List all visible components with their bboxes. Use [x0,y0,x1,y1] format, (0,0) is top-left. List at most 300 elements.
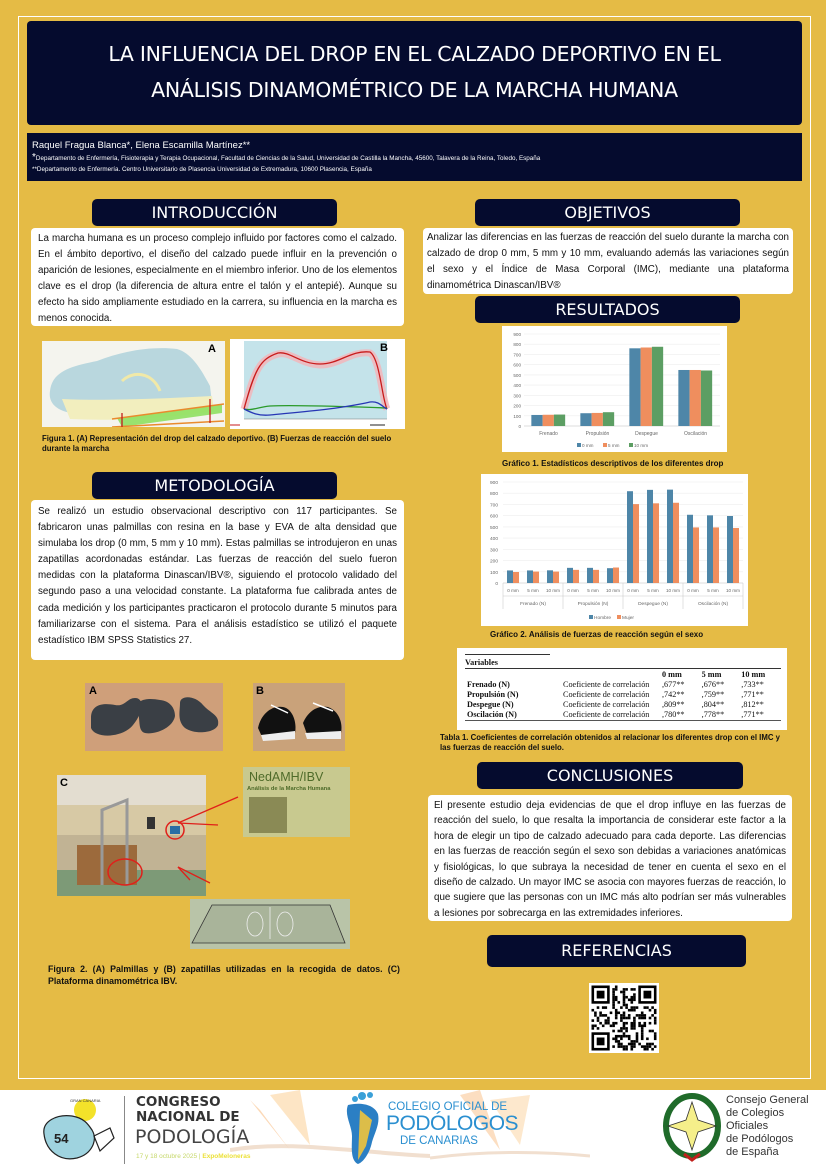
qr-module [631,996,634,999]
qr-module [641,1025,644,1028]
foot-logo [340,1090,385,1169]
bar-Mujer-10 [713,527,719,583]
row-stat: Coeficiente de correlación [563,690,650,699]
qr-code-icon[interactable] [589,983,659,1053]
qr-module [623,988,626,991]
row-value: ,677** [662,680,685,689]
qr-module [623,1032,626,1035]
qr-module [633,999,636,1002]
qr-module [623,1045,626,1048]
row-value: ,780** [662,710,685,719]
figure-2-software-screen [243,767,350,837]
qr-module [610,1025,613,1028]
row-value: ,809** [662,700,685,709]
colegio-line-1: COLEGIO OFICIAL DE [388,1101,508,1113]
bar-Hombre-10 [707,515,713,583]
qr-module [646,1006,649,1009]
qr-module [594,1014,597,1017]
legend-swatch [617,615,621,619]
qr-module [633,1017,636,1020]
row-value: ,778** [701,710,725,719]
qr-module [628,1009,631,1012]
objetivos-text: Analizar las diferencias en las fuerzas de reacción del suelo durante la marcha con calzado de drop 0 mm, 5 mm y 10 mm, evaluando además las variaciones según el sexo y el Índice de Masa Corporal (IMC), mediante una plataforma dinamométrica Dinascan/IBV® [423,228,793,294]
y-tick-label: 200 [513,403,521,409]
table-row [465,700,781,710]
bar-0mm-Propulsión [580,413,591,426]
qr-module [597,1019,600,1022]
legend-label: Hombre [594,616,612,621]
qr-module [592,1027,595,1030]
bar-Mujer-4 [593,570,599,583]
figure-1a-shoe-image [42,341,225,427]
congreso-title-line-1: CONGRESO [136,1094,221,1110]
qr-module [620,1030,623,1033]
metodologia-text: Se realizó un estudio observacional descriptivo con 117 participantes. Se fabricaron unas palmillas con resina en la base y EVA de alta densidad que simulaba los drop (0 mm, 5 mm y 10 mm). Estas palmillas se introdujeron en unas zapatillas acordonadas estándar. Las fuerzas de reacción del suelo fueron medidas con la plataforma Dinascan/IBV®, siguiendo el protocolo validado del segundo paso a una velocidad constante. La plataforma fue calibrada antes de cada medición y los participantes practicaron el protocolo durante 5 minutos para familiarizarse con el sistema. Para el análisis estadístico se utilizó el paquete estadístico IBM SPSS Statistics 27. [31,500,404,660]
qr-module [625,1027,628,1030]
y-tick-label: 300 [489,548,498,554]
qr-module [612,988,615,991]
qr-module [597,1027,600,1030]
software-photo [249,797,287,833]
y-tick-label: 500 [513,372,521,378]
y-tick-label: 800 [513,342,521,348]
qr-module [651,1048,654,1051]
consejo-line: de Podólogos [726,1133,794,1145]
table-top-rule [465,654,550,655]
qr-module [649,1045,652,1048]
bar-Hombre-5 [607,568,613,583]
bar-Mujer-5 [613,568,619,583]
qr-module [633,1006,636,1009]
qr-module [597,1017,600,1020]
figure-1b-label: B [380,342,388,354]
congreso-number: 54 [54,1131,69,1146]
qr-module [623,993,626,996]
bar-10mm-Oscilación [701,370,712,426]
y-tick-label: 900 [513,332,521,337]
qr-module [631,1048,634,1051]
colegio-line-3: DE CANARIAS [400,1135,478,1147]
software-subtitle: Análisis de la Marcha Humana [247,786,331,792]
qr-module [654,1019,657,1022]
qr-module [612,991,615,994]
legend-label: 5 mm [608,443,620,448]
title-line-1: LA INFLUENCIA DEL DROP EN EL CALZADO DEPORTIVO EN EL [108,42,721,66]
qr-module [615,1040,618,1043]
congreso-island: GRAN CANARIA [70,1098,101,1103]
resultados-heading: RESULTADOS [475,296,740,323]
qr-module [636,1032,639,1035]
qr-module [623,991,626,994]
bar-0mm-Frenado [531,415,542,426]
qr-module [638,1017,641,1020]
figure-2a-insoles-image [85,683,223,751]
qr-module [631,1022,634,1025]
bar-5mm-Frenado [543,415,554,426]
qr-module [612,1045,615,1048]
qr-module [641,1035,644,1038]
consejo-text [726,1094,809,1159]
qr-module [620,1043,623,1046]
qr-module [633,996,636,999]
qr-module [654,1032,657,1035]
consejo-line: de Colegios [726,1107,785,1119]
table-row [465,710,781,721]
qr-module [651,1043,654,1046]
congreso-venue: ExpoMeloneras [202,1153,251,1160]
qr-module [612,1022,615,1025]
qr-module [602,1014,605,1017]
x-subcategory-label: 0 mm [567,588,579,593]
y-tick-label: 100 [513,413,521,419]
qr-module [607,1022,610,1025]
qr-module [623,1017,626,1020]
qr-module [654,1017,657,1020]
chart-2 [481,474,748,626]
bar-Mujer-7 [653,503,659,583]
bar-Hombre-9 [687,515,693,583]
x-group-label: Propulsión (N) [577,602,609,607]
consejo-line: de España [726,1146,779,1158]
qr-module [638,1043,641,1046]
bar-Mujer-3 [573,570,579,583]
row-value: ,771** [741,710,764,719]
qr-module [615,986,618,989]
qr-module [638,1025,641,1028]
congreso-title-line-3: PODOLOGÍA [135,1126,250,1148]
qr-module [644,1048,647,1051]
qr-module [631,1027,634,1030]
qr-module [633,1022,636,1025]
qr-module [649,1030,652,1033]
row-variable: Frenado (N) [467,680,510,689]
row-value: ,759** [701,690,725,699]
x-subcategory-label: 0 mm [627,588,639,593]
qr-module [612,1006,615,1009]
bar-Mujer-9 [693,527,699,583]
x-subcategory-label: 10 mm [725,588,741,593]
x-tick-label: Frenado [539,431,558,437]
bar-Mujer-0 [513,572,519,583]
qr-module [599,1022,602,1025]
x-group-label: Despegue (N) [638,602,668,607]
qr-module [623,1001,626,1004]
conclusiones-text: El presente estudio deja evidencias de que el drop influye en las fuerzas de reacción del suelo, lo que resalta la importancia de considerar este factor a la hora de elegir un tipo de calzado adecuado para cada deporte. Las diferencias en las fuerzas de reacción según el sexo son debidas a variaciones anatómicas y fisiológicas, lo que subraya la necesidad de tener en cuenta el sexo en el diseño de calzado. Un mayor IMC se asocia con mayores fuerzas de reacción, lo que sugiere que las personas con un IMC más alto podrían ser más vulnerables a lesiones por sobrecarga en las extremidades inferiores. [428,795,792,921]
table-1-caption: Tabla 1. Coeficientes de correlación obtenidos al relacionar los diferentes drop con el IMC y las fuerzas de reacción del suelo. [440,733,780,752]
x-subcategory-label: 5 mm [647,588,659,593]
qr-module [649,1043,652,1046]
qr-module [633,1009,636,1012]
x-tick-label: Propulsión [585,431,610,437]
table-header-row [465,670,781,680]
qr-module [597,1006,600,1009]
y-tick-label: 900 [489,481,498,486]
conclusiones-heading: CONCLUSIONES [477,762,743,789]
qr-module [641,1027,644,1030]
table-variables-label: Variables [465,658,498,667]
qr-module [612,1004,615,1007]
y-tick-label: 700 [513,352,521,358]
bar-Mujer-11 [733,528,739,583]
bar-10mm-Despegue [652,347,663,426]
qr-module [620,1019,623,1022]
qr-module [636,1014,639,1017]
qr-module [651,1014,654,1017]
col-header: 10 mm [741,670,766,679]
qr-module [641,1030,644,1033]
qr-module [623,1048,626,1051]
qr-module [631,1001,634,1004]
qr-module [633,993,636,996]
qr-module [618,1001,621,1004]
qr-module [599,1014,602,1017]
row-value: ,812** [741,700,764,709]
qr-module [594,1012,597,1015]
qr-finder-core [597,1038,605,1046]
qr-module [641,1014,644,1017]
qr-module [623,1012,626,1015]
legend-swatch [629,443,633,447]
y-tick-label: 600 [489,514,498,520]
row-stat: Coeficiente de correlación [563,710,650,719]
metodologia-heading: METODOLOGÍA [92,472,337,499]
bar-10mm-Frenado [554,415,565,426]
qr-module [633,1040,636,1043]
qr-module [654,1035,657,1038]
y-tick-label: 300 [513,393,521,399]
red-arrows [170,795,250,885]
qr-module [633,1045,636,1048]
affiliation-2: **Departamento de Enfermería. Centro Universitario de Plasencia Universidad de Extremadura, 10600 Plasencia, España [32,166,372,173]
referencias-heading: REFERENCIAS [487,935,746,967]
qr-module [628,999,631,1002]
y-tick-label: 400 [489,537,498,543]
qr-module [612,996,615,999]
qr-module [615,988,618,991]
legend-label: 10 mm [634,443,649,448]
qr-module [625,988,628,991]
qr-module [625,1045,628,1048]
bar-Hombre-2 [547,570,553,583]
x-tick-label: Despegue [635,431,658,437]
introduccion-text: La marcha humana es un proceso complejo influido por factores como el calzado. En el ámbito deportivo, el diseño del calzado puede influir en la prevención o aparición de lesiones, especialmente en el miembro inferior. Uno de los elementos clave es el drop (la diferencia de altura entre el talón y el antepié). Aunque su efecto ha sido ampliamente estudiado en la carrera, su influencia en la marcha es menos conocida. [31,228,404,326]
x-subcategory-label: 10 mm [545,588,561,593]
bar-5mm-Oscilación [690,370,701,426]
qr-module [641,1032,644,1035]
figure-2-platform-image [190,899,350,949]
qr-module [592,1009,595,1012]
qr-module [631,1025,634,1028]
colegio-line-2: PODÓLOGOS [386,1112,519,1135]
y-tick-label: 100 [489,570,498,576]
bar-Hombre-7 [647,490,653,583]
qr-module [633,1027,636,1030]
bar-Hombre-0 [507,570,513,583]
row-variable: Despegue (N) [467,700,514,709]
qr-module [628,1035,631,1038]
qr-module [618,1035,621,1038]
bar-Mujer-8 [673,503,679,583]
qr-finder-core [644,991,652,999]
x-subcategory-label: 5 mm [587,588,599,593]
legend-swatch [603,443,607,447]
row-variable: Propulsión (N) [467,690,519,699]
qr-module [651,1030,654,1033]
bar-Hombre-4 [587,568,593,583]
chart-1 [502,326,727,452]
bar-0mm-Oscilación [678,370,689,426]
qr-module [636,1038,639,1041]
qr-module [654,1045,657,1048]
qr-module [620,1027,623,1030]
bar-Hombre-3 [567,568,573,583]
affiliation-1-mark: * [32,152,36,163]
table-1 [457,648,787,730]
congreso-date: 17 y 18 octubre 2025 | ExpoMeloneras [136,1153,251,1160]
qr-module [644,1045,647,1048]
qr-module [592,1025,595,1028]
bar-5mm-Despegue [641,347,652,426]
qr-module [638,1022,641,1025]
qr-module [623,1014,626,1017]
qr-module [633,1043,636,1046]
qr-module [636,1035,639,1038]
x-subcategory-label: 5 mm [527,588,539,593]
figure-2b-sneakers-image [253,683,345,751]
bar-10mm-Propulsión [603,412,614,426]
qr-module [615,1009,618,1012]
introduccion-heading: INTRODUCCIÓN [92,199,337,226]
bar-Hombre-8 [667,490,673,583]
qr-module [625,1004,628,1007]
qr-module [623,999,626,1002]
chart-2-caption: Gráfico 2. Análisis de fuerzas de reacción según el sexo [490,630,704,639]
qr-module [625,1017,628,1020]
affiliation-1 [32,152,797,164]
congreso-title-line-2: NACIONAL DE [136,1109,240,1125]
qr-module [625,996,628,999]
author-names: Raquel Fragua Blanca*, Elena Escamilla Martínez** [32,140,251,151]
figure-2-caption: Figura 2. (A) Palmillas y (B) zapatillas utilizadas en la recogida de datos. (C) Plataforma dinamométrica IBV. [48,964,400,986]
qr-module [615,1035,618,1038]
bar-Hombre-6 [627,491,633,583]
qr-module [625,1022,628,1025]
legend-swatch [577,443,581,447]
software-logo: NedAMH/IBV [249,770,324,784]
qr-module [618,1045,621,1048]
qr-module [646,1045,649,1048]
qr-module [631,988,634,991]
qr-module [641,1017,644,1020]
bar-5mm-Propulsión [592,413,603,426]
bar-Hombre-1 [527,570,533,583]
qr-module [625,1030,628,1033]
row-value: ,771** [741,690,764,699]
legend-label: Mujer [622,616,634,621]
qr-module [612,1030,615,1033]
qr-module [654,1012,657,1015]
qr-module [620,991,623,994]
figure-2c-label: C [60,777,68,789]
figure-1a-label: A [208,343,216,355]
congreso-date-text: 17 y 18 octubre 2025 [136,1153,198,1160]
chart-1-caption: Gráfico 1. Estadísticos descriptivos de los diferentes drop [502,459,724,468]
bar-Mujer-2 [553,572,559,583]
table-row [465,690,781,700]
qr-module [618,1043,621,1046]
qr-module [605,1006,608,1009]
bar-Mujer-1 [533,572,539,583]
qr-module [625,1048,628,1051]
qr-module [620,1017,623,1020]
qr-module [628,1014,631,1017]
poster-title [27,21,802,125]
col-header: 0 mm [662,670,682,679]
qr-module [605,1019,608,1022]
qr-module [631,1040,634,1043]
qr-finder-core [597,991,605,999]
affiliation-1-text: Departamento de Enfermería, Fisioterapia y Terapia Ocupacional, Facultad de Ciencias de la Salud, Universidad de Castilla la Mancha, 45600, Talavera de la Reina, Toledo, España [35,155,541,162]
y-tick-label: 500 [489,525,498,531]
legend-swatch [589,615,593,619]
qr-module [654,1009,657,1012]
qr-module [594,1025,597,1028]
qr-module [615,996,618,999]
qr-module [646,1038,649,1041]
y-tick-label: 0 [495,582,498,587]
qr-module [623,1035,626,1038]
qr-module [649,1009,652,1012]
qr-module [602,1006,605,1009]
x-subcategory-label: 5 mm [707,588,719,593]
qr-module [633,1025,636,1028]
qr-module [620,1035,623,1038]
x-subcategory-label: 0 mm [507,588,519,593]
qr-module [644,1022,647,1025]
qr-module [602,1025,605,1028]
row-stat: Coeficiente de correlación [563,700,650,709]
table-header-rule [465,668,781,669]
qr-module [620,1006,623,1009]
qr-module [615,999,618,1002]
qr-module [651,1006,654,1009]
qr-module [641,1012,644,1015]
qr-module [610,1012,613,1015]
qr-module [644,1006,647,1009]
qr-module [612,1001,615,1004]
qr-module [631,1043,634,1046]
qr-module [592,1019,595,1022]
figure-1b-force-graph [230,339,405,429]
y-tick-label: 200 [489,559,498,565]
x-subcategory-label: 0 mm [687,588,699,593]
qr-module [620,1038,623,1041]
consejo-line: Oficiales [726,1120,769,1132]
qr-module [638,1014,641,1017]
x-tick-label: Oscilación [683,431,708,437]
qr-module [615,1017,618,1020]
qr-module [636,1006,639,1009]
qr-module [641,1038,644,1041]
qr-module [618,1030,621,1033]
consejo-line: Consejo General [726,1094,809,1106]
qr-module [623,1027,626,1030]
x-subcategory-label: 10 mm [605,588,621,593]
y-tick-label: 700 [489,503,498,509]
qr-module [620,1045,623,1048]
objetivos-heading: OBJETIVOS [475,199,740,226]
qr-module [649,1022,652,1025]
